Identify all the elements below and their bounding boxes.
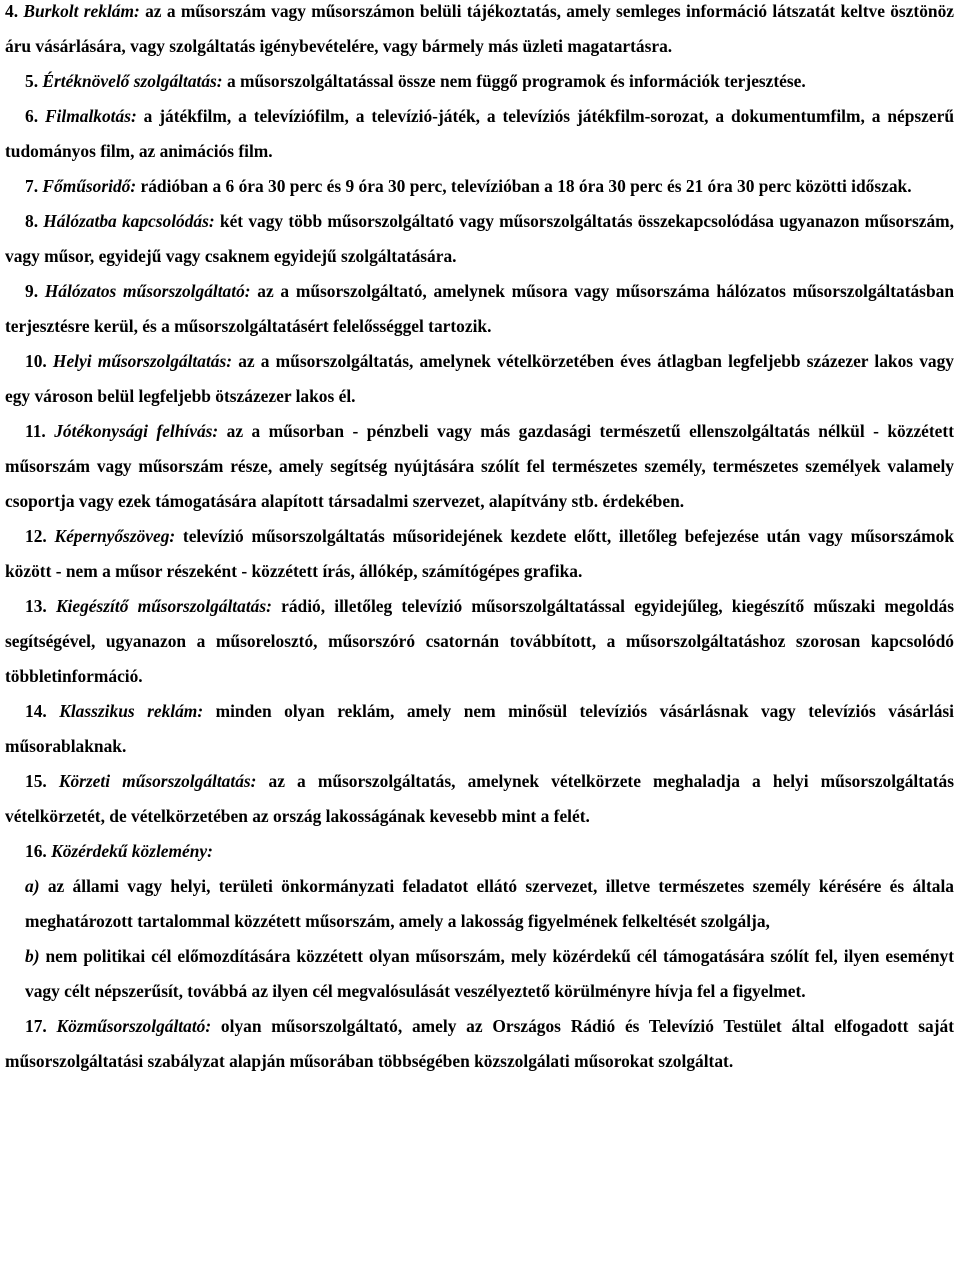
- definition-paragraph-4: [5, 0, 954, 64]
- definition-text: az a műsorban - pénzbeli vagy más gazdasági természetű ellenszolgáltatás nélkül - közzétett műsorszám vagy műsorszám része, amely segítség nyújtására szólít fel természetes személy, természetes személyek valamely csoportja vagy ezek támogatására alapított társadalmi szervezet, alapítvány stb. érdekében.: [5, 421, 954, 511]
- definition-text: a műsorszolgáltatással össze nem függő programok és információk terjesztése.: [222, 71, 806, 91]
- definition-paragraph-15: [5, 764, 954, 834]
- defined-term: Hálózatos műsorszolgáltató:: [44, 281, 251, 301]
- definition-text: a játékfilm, a televíziófilm, a televízió-játék, a televíziós játékfilm-sorozat, a dokumentumfilm, a népszerű tudományos film, az animációs film.: [5, 106, 954, 161]
- definition-text: az a műsorszolgáltató, amelynek műsora vagy műsorszáma hálózatos műsorszolgáltatásban terjesztésre kerül, és a műsorszolgáltatásért felelősséggel tartozik.: [5, 281, 954, 336]
- definition-paragraph-14: [5, 694, 954, 764]
- definition-text: az a műsorszolgáltatás, amelynek vételkörzetében éves átlagban legfeljebb százezer lakos vagy egy városon belül legfeljebb ötszázezer lakos él.: [5, 351, 954, 406]
- defined-term: Közműsorszolgáltató:: [56, 1016, 212, 1036]
- defined-term: Értéknövelő szolgáltatás:: [42, 71, 223, 91]
- defined-term: Hálózatba kapcsolódás:: [43, 211, 215, 231]
- item-number: 12.: [25, 526, 47, 546]
- definition-text: rádió, illetőleg televízió műsorszolgáltatással egyidejűleg, kiegészítő műszaki megoldás segítségével, ugyanazon a műsorelosztó, műsorszóró csatornán továbbított, a műsorszolgáltatáshoz szorosan kapcsolódó többletinformáció.: [5, 596, 954, 686]
- defined-term: Kiegészítő műsorszolgáltatás:: [55, 596, 272, 616]
- item-number: 8.: [25, 211, 39, 231]
- defined-term: Körzeti műsorszolgáltatás:: [58, 771, 257, 791]
- item-number: 5.: [25, 71, 39, 91]
- item-number: 14.: [25, 701, 47, 721]
- definition-text: az a műsorszám vagy műsorszámon belüli tájékoztatás, amely semleges információ látszatát keltve ösztönöz áru vásárlására, vagy szolgáltatás igénybevételére, vagy bármely más üzleti magatartásra.: [5, 1, 954, 56]
- definition-text: az állami vagy helyi, területi önkormányzati feladatot ellátó szervezet, illetve természetes személy kérésére és általa meghatározott tartalommal közzétett műsorszám, amely a lakosság figyelmének felkeltését szolgálja,: [25, 876, 954, 931]
- definition-text: minden olyan reklám, amely nem minősül televíziós vásárlásnak vagy televíziós vásárlási műsorablaknak.: [5, 701, 954, 756]
- item-number: 6.: [25, 106, 39, 126]
- definition-text: televízió műsorszolgáltatás műsoridejének kezdete előtt, illetőleg befejezése után vagy műsorszámok között - nem a műsor részeként - közzétett írás, állókép, számítógépes grafika.: [5, 526, 954, 581]
- definition-paragraph-9: [5, 274, 954, 344]
- definition-subitem-a: [5, 869, 954, 939]
- defined-term: Jótékonysági felhívás:: [54, 421, 219, 441]
- item-number: 15.: [25, 771, 47, 791]
- definition-text: rádióban a 6 óra 30 perc és 9 óra 30 perc, televízióban a 18 óra 30 perc és 21 óra 30 perc közötti időszak.: [136, 176, 912, 196]
- definition-paragraph-13: [5, 589, 954, 694]
- item-number: 13.: [25, 596, 47, 616]
- definition-paragraph-11: [5, 414, 954, 519]
- defined-term: Képernyőszöveg:: [54, 526, 176, 546]
- definition-subitem-b: [5, 939, 954, 1009]
- subitem-marker: a): [25, 876, 40, 896]
- defined-term: Helyi műsorszolgáltatás:: [52, 351, 233, 371]
- definition-text: két vagy több műsorszolgáltató vagy műsorszolgáltatás összekapcsolódása ugyanazon műsorszám, vagy műsor, egyidejű vagy csaknem egyidejű szolgáltatására.: [5, 211, 954, 266]
- definition-paragraph-6: [5, 99, 954, 169]
- defined-term: Főműsoridő:: [42, 176, 137, 196]
- definition-text: olyan műsorszolgáltató, amely az Országos Rádió és Televízió Testület által elfogadott saját műsorszolgáltatási szabályzat alapján műsorában többségében közszolgálati műsorokat szolgáltat.: [5, 1016, 954, 1071]
- item-number: 10.: [25, 351, 47, 371]
- defined-term: Klasszikus reklám:: [59, 701, 204, 721]
- defined-term: Közérdekű közlemény:: [51, 841, 213, 861]
- subitem-marker: b): [25, 946, 40, 966]
- defined-term: Burkolt reklám:: [23, 1, 140, 21]
- definition-paragraph-8: [5, 204, 954, 274]
- definition-paragraph-5: [5, 64, 954, 99]
- defined-term: Filmalkotás:: [44, 106, 137, 126]
- definition-text: az a műsorszolgáltatás, amelynek vételkörzete meghaladja a helyi műsorszolgáltatás vételkörzetét, de vételkörzetében az ország lakosságának kevesebb mint a felét.: [5, 771, 954, 826]
- definition-paragraph-16: [5, 834, 954, 869]
- definition-paragraph-7: [5, 169, 954, 204]
- item-number: 4.: [5, 1, 19, 21]
- item-number: 16.: [25, 841, 47, 861]
- item-number: 17.: [25, 1016, 47, 1036]
- item-number: 9.: [25, 281, 39, 301]
- item-number: 11.: [25, 421, 46, 441]
- definition-paragraph-10: [5, 344, 954, 414]
- item-number: 7.: [25, 176, 39, 196]
- definition-text: nem politikai cél előmozdítására közzétett olyan műsorszám, mely közérdekű cél támogatására szólít fel, ilyen eseményt vagy célt népszerűsít, továbbá az ilyen cél megvalósulását veszélyeztető körülményre hívja fel a figyelmet.: [25, 946, 954, 1001]
- definition-paragraph-17: [5, 1009, 954, 1079]
- definition-paragraph-12: [5, 519, 954, 589]
